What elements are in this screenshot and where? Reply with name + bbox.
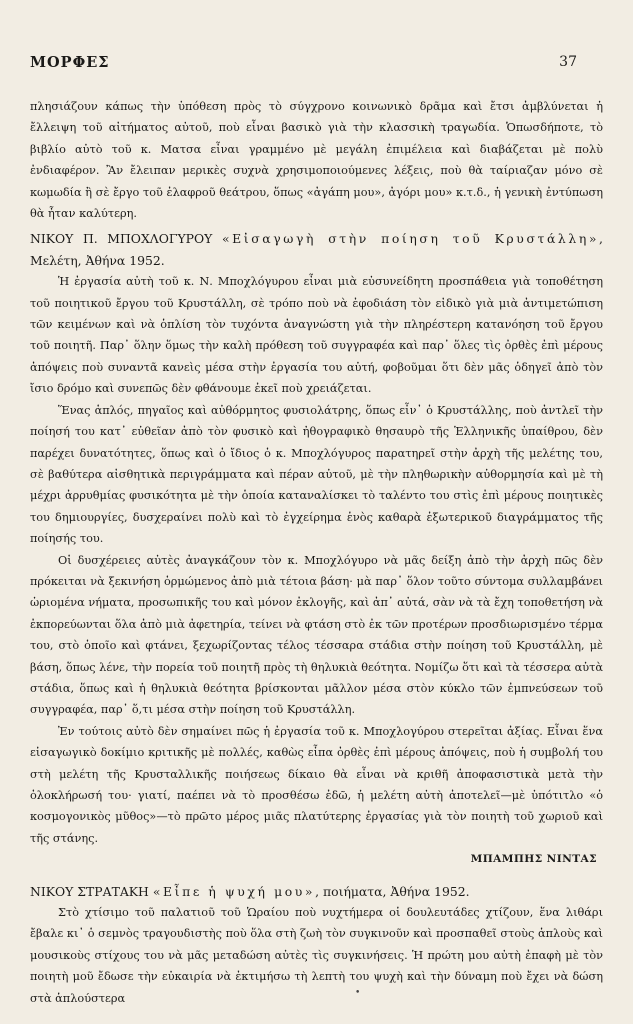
page-mark: • (355, 988, 361, 998)
section-gap (30, 871, 603, 877)
reviewer-signature: ΜΠΑΜΠΗΣ ΝΙΝΤΑΣ (470, 853, 597, 866)
page-content (30, 96, 603, 1009)
review-author: ΝΙΚΟΥ Π. ΜΠΟΧΛΟΓΥΡΟΥ (30, 231, 213, 247)
review-title: «Εἶπε ἡ ψυχή μου» (152, 883, 316, 899)
review-title: «Εἰσαγωγὴ στὴν ποίηση τοῦ Κρυστάλλη» (221, 231, 600, 247)
review-paragraph: Ἡ ἐργασία αὐτὴ τοῦ κ. Ν. Μποχλόγυρου εἶναι μιὰ εὐσυνείδητη προσπάθεια γιὰ τοποθέτηση τοῦ ποιητικοῦ ἔργου τοῦ Κρυστάλλη, σὲ τρόπο ποὺ νὰ ἐφοδιάση τὸν εἰδικὸ γιὰ μιὰ ἀντιμετώπιση τῶν κειμένων καὶ νὰ ὁπλίση τὸν τυχόντα ἀναγνώστη γιὰ τὴν πληρέστερη κατανόηση τοῦ ἔργου τοῦ ποιητῆ. Παρ᾽ ὅλην ὅμως τὴν καλὴ πρόθεση τοῦ συγγραφέα καὶ παρ᾽ ὅλες τὶς ὀρθὲς ἐπὶ μέρους ἀπόψεις ποὺ συναντᾶ κανεὶς μέσα στὴν ἐργασία του αὐτή, φοβοῦμαι ὅτι δὲν μᾶς ὁδηγεῖ ἀπὸ τὸν ἴσιο δρόμο καὶ συνεπῶς δὲν φθάνουμε ἐκεῖ ποὺ χρειάζεται. (30, 275, 603, 396)
review-details: , Μελέτη, Ἀθήνα 1952. (30, 231, 603, 268)
page-number: 37 (559, 54, 577, 70)
continued-paragraph: πλησιάζουν κάπως τὴν ὑπόθεση πρὸς τὸ σύγχρονο κοινωνικὸ δρᾶμα καὶ ἔτσι ἀμβλύνεται ἡ ἔλλειψη τοῦ αἰτήματος αὐτοῦ, ποὺ εἶναι βασικὸ γιὰ τὴν κλασσικὴ τραγωδία. Ὁπωσδήποτε, τὸ βιβλίο αὐτὸ τοῦ κ. Ματσα εἶναι γραμμένο μὲ μεγάλη ἐπιμέλεια καὶ διαβάζεται μὲ πολὺ ἐνδιαφέρον. Ἂν ἔλειπαν μερικὲς συχνὰ χρησιμοποιούμενες λέξεις, ποὺ θὰ ταίριαζαν μόνο σὲ κωμωδία ἢ σὲ ἔργο τοῦ ἐλαφροῦ θεάτρου, ὅπως «ἀγάπη μου», ἀγόρι μου» κ.τ.δ., ἡ γενικὴ ἐντύπωση θὰ ἦταν καλύτερη. (30, 100, 603, 221)
review-paragraph: Οἱ δυσχέρειες αὐτὲς ἀναγκάζουν τὸν κ. Μποχλόγυρο νὰ μᾶς δείξη ἀπὸ τὴν ἀρχὴ πῶς δὲν πρόκειται νὰ ξεκινήση ὁρμώμενος ἀπὸ μιὰ τέτοια βάση· μὰ παρ᾽ ὅλον τοῦτο σύντομα συλλαμβάνει ὡριομένα νήματα, προσωπικῆς του καὶ μόνον ἐκλογῆς, καὶ ἀπ᾽ αὐτά, σὰν νὰ τὰ ἔχη τοποθετήση νὰ ἐκπορεύωνται ὅλα ἀπὸ μιὰ ἀφετηρία, τείνει νὰ φτάση στὸ ἐκ τῶν προτέρων προσδιωρισμένο τέρμα του, στὸ ὁποῖο καὶ φτάνει, ξεχωρίζοντας τέλος τέσσαρα στάδια στὴν ποίηση τοῦ Κρυστάλλη, μὲ βάση, ὅπως λένε, τὴν πορεία τοῦ ποιητῆ πρὸς τὴ θηλυκιὰ θεότητα. Νομίζω ὅτι καὶ τὰ τέσσερα αὐτὰ στάδια, ὅπως καὶ ἡ θηλυκιὰ θεότητα βρίσκονται μᾶλλον μέσα στὸν κύκλο τῶν ἐμπνεύσεων τοῦ συγγραφέα, παρ᾽ ὅ,τι μέσα στὴν ποίηση τοῦ Κρυστάλλη. (30, 553, 603, 717)
review-paragraph: Στὸ χτίσιμο τοῦ παλατιοῦ τοῦ Ὡραίου ποὺ νυχτήμερα οἱ δουλευτάδες χτίζουν, ἕνα λιθάρι ἔβαλε κι᾽ ὁ σεμνὸς τραγουδιστὴς ποὺ ὅλα στὴ ζωὴ τὸν συγκινοῦν καὶ προσπαθεῖ στοὺς ἁπλοὺς καὶ μουσικοὺς στίχους του νὰ μᾶς μεταδώση αὐτὲς τὶς συγκινήσεις. Ἡ πρώτη μου αὐτὴ ἐπαφὴ μὲ τὸν ποιητὴ μοῦ ἔδωσε τὴν εὐκαιρία νὰ ἐκτιμήσω τὴ λεπτὴ του ψυχὴ καὶ τὴν δύναμη ποὺ ἔχει νὰ δώση στὰ ἁπλούστερα (30, 906, 603, 1005)
review-heading (30, 881, 603, 902)
review-heading (30, 228, 603, 271)
magazine-title: ΜΟΡΦΕΣ (30, 54, 110, 71)
review-paragraph: Ἐν τούτοις αὐτὸ δὲν σημαίνει πῶς ἡ ἐργασία τοῦ κ. Μποχλογύρου στερεῖται ἀξίας. Εἶναι ἕνα εἰσαγωγικὸ δοκίμιο κριτικῆς μὲ πολλές, καθὼς εἶπα ὀρθὲς ἐπὶ μέρους ἀπόψεις, ποὺ ἡ συμβολή του στὴ μελέτη τῆς Κρυσταλλικῆς ποιήσεως δίκαιο θὰ εἶναι νὰ κριθῆ ἀποφασιστικὰ μετὰ τὴν ὁλοκλήρωσή του· γιατί, παέπει νὰ τὸ προσθέσω ἐδῶ, ἡ μελέτη αὐτὴ ἀποτελεῖ—μὲ ὑπότιτλο «ὁ κοσμογονικὸς μῦθος»—τὸ πρῶτο μέρος μιᾶς πλατύτερης ἐργασίας γιὰ τὸν ποιητὴ τοῦ χωριοῦ καὶ τῆς στάνης. (30, 724, 603, 845)
review-details: , ποιήματα, Ἀθήνα 1952. (315, 883, 470, 899)
page-header (30, 54, 577, 74)
review-paragraph: Ἕνας ἁπλός, πηγαῖος καὶ αὐθόρμητος φυσιολάτρης, ὅπως εἶν᾽ ὁ Κρυστάλλης, ποὺ ἀντλεῖ τὴν ποίησή του κατ᾽ εὐθεῖαν ἀπὸ τὸν φυσικὸ καὶ ἠθογραφικὸ θησαυρὸ τῆς Ἑλληνικῆς ὑπαίθρου, δὲν παρέχει δυνατότητες, ὅπως καὶ ὁ ἴδιος ὁ κ. Μποχλόγυρος παρατηρεῖ στὴν ἀρχὴ τῆς μελέτης του, σὲ βαθύτερα αἰσθητικὰ περιγράμματα καὶ πέραν αὐτοῦ, μὲ τὴν πληθωρικὴν αὐθορμησία καὶ μὲ τὴ μέχρι ἀρρυθμίας φυσικότητα μὲ τὴν ὁποία καταναλίσκει τὸ ταλέντο του στὶς ἐπὶ μέρους ποιητικὲς του δημιουργίες, δυσχεραίνει πολὺ καὶ τὸ ἐγχείρημα ἑνὸς καθαρὰ ἐξωτερικοῦ διαγράμματος τῆς ποίησής του. (30, 403, 603, 546)
review-author: ΝΙΚΟΥ ΣΤΡΑΤΑΚΗ (30, 883, 149, 899)
